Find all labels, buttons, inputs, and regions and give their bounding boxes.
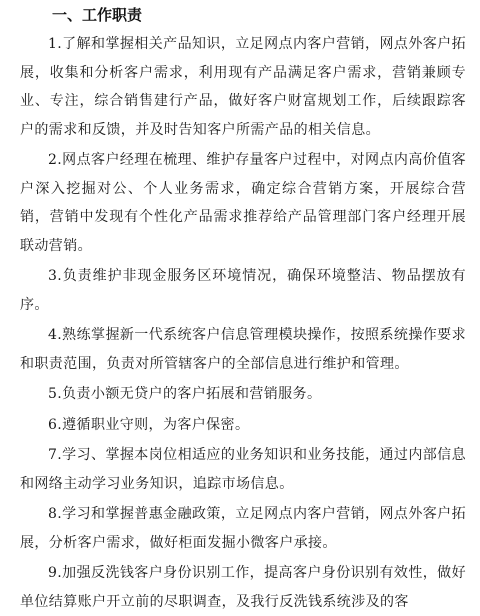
duty-item-7: 7.学习、掌握本岗位相适应的业务知识和业务技能，通过内部信息和网络主动学习业务知识，追踪市场信息。	[20, 447, 466, 492]
duty-item-4: 4.熟练掌握新一代系统客户信息管理模块操作，按照系统操作要求和职责范围，负责对所管辖客户的全部信息进行维护和管理。	[20, 327, 466, 372]
duty-item-8: 8.学习和掌握普惠金融政策，立足网点内客户营销，网点外客户拓展，分析客户需求，做好柜面发掘小微客户承接。	[20, 506, 466, 551]
duty-item-9: 9.加强反洗钱客户身份识别工作，提高客户身份识别有效性，做好单位结算账户开立前的尽职调查，及我行反洗钱系统涉及的客	[20, 565, 466, 610]
duty-item-1: 1.了解和掌握相关产品知识，立足网点内客户营销，网点外客户拓展，收集和分析客户需求，利用现有产品满足客户需求，营销兼顾专业、专注，综合销售建行产品，做好客户财富规划工作，后续跟踪客户的需求和反馈，并及时告知客户所需产品的相关信息。	[20, 36, 466, 138]
duty-item-5: 5.负责小额无贷户的客户拓展和营销服务。	[48, 386, 322, 402]
duty-item-3: 3.负责维护非现金服务区环境情况，确保环境整洁、物品摆放有序。	[20, 268, 466, 313]
section-heading: 一、工作职责	[52, 6, 143, 24]
duty-item-6: 6.遵循职业守则，为客户保密。	[48, 416, 250, 433]
duty-item-2: 2.网点客户经理在梳理、维护存量客户过程中，对网点内高价值客户深入挖掘对公、个人业务需求，确定综合营销方案，开展综合营销，营销中发现有个性化产品需求推荐给产品管理部门客户经理开展联动营销。	[20, 152, 466, 254]
